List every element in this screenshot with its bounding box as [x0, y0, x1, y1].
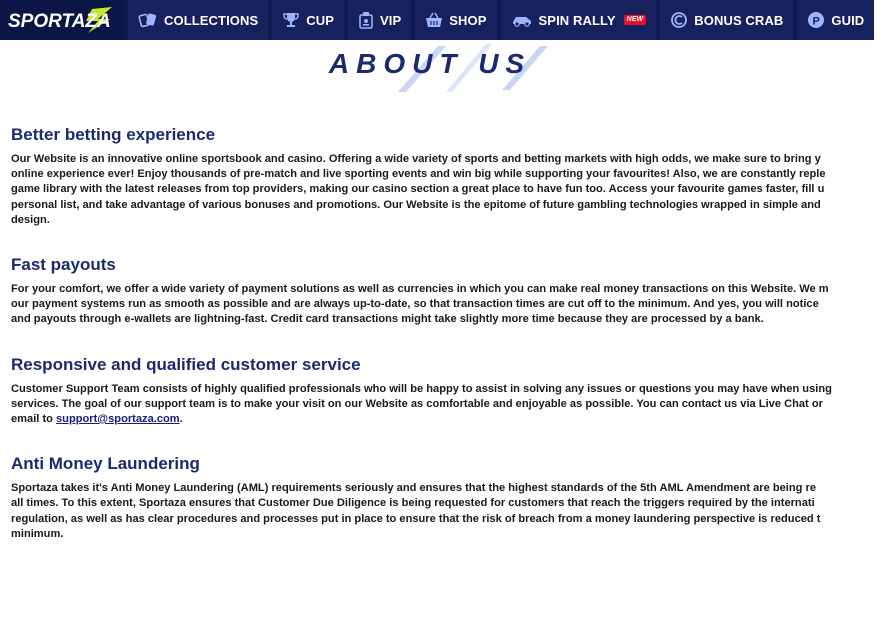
nav-shop[interactable] [415, 0, 496, 40]
svg-text:P: P [812, 15, 821, 28]
paragraph-line: Sportaza takes it's Anti Money Laundering (AML) requirements seriously and ensures that the highest standards of the 5th AML Amendment are being re [11, 482, 817, 495]
about-content [11, 124, 891, 568]
top-nav [0, 0, 865, 40]
nav-bonus-crab-label: BONUS CRAB [694, 12, 784, 28]
nav-guide[interactable] [797, 0, 874, 40]
paragraph-line: game library with the latest releases from top providers, making our casino section a great place to have fun too. Access your favourite games faster, fill u [11, 183, 825, 196]
paragraph-line: our payment systems run as smooth as possible and are always up-to-date, so that transaction times are cut off to the minimum. And yes, you will notice [11, 298, 819, 311]
nav-cup-label: CUP [306, 12, 335, 28]
nav-spin-rally-label: SPIN RALLY [538, 12, 616, 28]
page-hero [0, 40, 860, 100]
rally-icon [511, 13, 533, 27]
cards-icon [138, 12, 158, 28]
nav-cup[interactable] [272, 0, 344, 40]
section-heading: Better betting experience [11, 125, 216, 144]
paragraph-line: and payouts through e-wallets are lightning-fast. Credit card transactions might take slightly more time because they are processed by a bank. [11, 313, 764, 326]
nav-vip-label: VIP [380, 12, 402, 28]
section-heading: Fast payouts [11, 255, 116, 275]
paragraph-line: regulation, as well as has clear procedures and processes put in place to ensure that the risk of breach from a money laundering perspective is reduced t [11, 512, 821, 525]
section-aml [11, 453, 891, 542]
basket-icon [425, 12, 443, 28]
nav-bonus-crab[interactable] [660, 0, 793, 40]
vip-icon [358, 11, 374, 29]
support-email-link[interactable]: support@sportaza.com [56, 413, 180, 426]
paragraph-line: online experience ever! Enjoy thousands of pre-match and live sporting events and win big while supporting your favourites! Also, we are constantly reple [11, 168, 826, 181]
nav-shop-label: SHOP [449, 12, 487, 28]
paragraph-line: services. The goal of our support team is to make your visit on our Website as comfortable and enjoyable as possible. You can contact us via Live Chat or [11, 397, 823, 410]
logo-wordmark [6, 5, 118, 35]
svg-text:SPORTAZA: SPORTAZA [8, 11, 111, 32]
section-fast-payouts [11, 254, 891, 328]
nav-guide-label: GUID [831, 12, 865, 28]
paragraph-line: Our Website is an innovative online sportsbook and casino. Offering a wide variety of sports and betting markets with high odds, we make sure to bring y [11, 153, 821, 165]
section-heading: Anti Money Laundering [11, 454, 200, 474]
paragraph-line: Customer Support Team consists of highly qualified professionals who will be happy to assist in solving any issues or questions you may have when using [11, 382, 832, 395]
email-suffix: . [179, 413, 183, 426]
crab-icon [670, 11, 688, 29]
paragraph-line: personal list, and take advantage of various bonuses and promotions. Our Website is the epitome of future gambling technologies wrapped in simple and [11, 198, 821, 211]
sportaza-logo[interactable] [0, 0, 124, 40]
paragraph-line [11, 412, 891, 427]
section-heading: Responsive and qualified customer service [11, 354, 361, 374]
nav-collections[interactable] [128, 0, 268, 40]
nav-collections-label: COLLECTIONS [164, 12, 259, 28]
nav-vip[interactable] [348, 0, 411, 40]
nav-spin-rally[interactable] [501, 0, 657, 40]
paragraph-line: all times. To this extent, Sportaza ensures that Customer Due Diligence is being requested for customers that reach the triggers required by the internati [11, 497, 815, 510]
section-customer-service [11, 354, 891, 428]
paragraph-line: minimum. [11, 527, 64, 540]
section-better-betting [11, 124, 891, 228]
trophy-icon [282, 12, 300, 28]
email-prefix: email to [11, 413, 57, 426]
paragraph-line: design. [11, 213, 50, 226]
new-badge: NEW [624, 15, 647, 25]
page-title: ABOUT US [328, 48, 532, 79]
paragraph-line: For your comfort, we offer a wide variety of payment solutions as well as currencies in which you can make real money transactions on this Website. We m [11, 283, 829, 296]
guide-icon [807, 11, 825, 29]
